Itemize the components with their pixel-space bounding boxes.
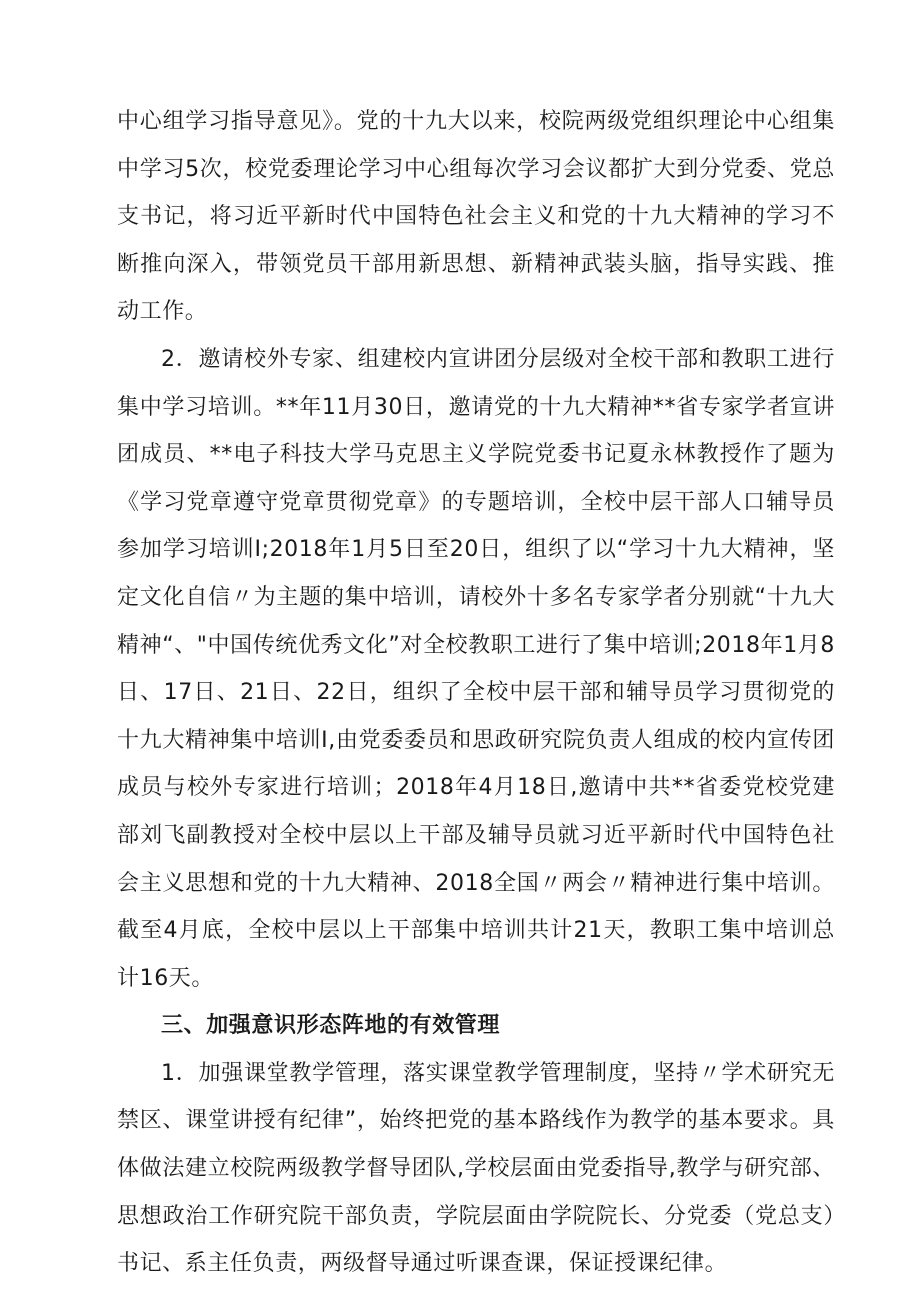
document-body [117, 98, 835, 1288]
paragraph-continuation: 中心组学习指导意见》。党的十九大以来，校院两级党组织理论中心组集中学习5次，校党委理论学习中心组每次学习会议都扩大到分党委、党总支书记，将习近平新时代中国特色社会主义和党的十九大精神的学习不断推向深入，带领党员干部用新思想、新精神武装头脑，指导实践、推动工作。 [117, 109, 835, 325]
paragraph-item-1: 1．加强课堂教学管理，落实课堂教学管理制度，坚持〃学术研究无禁区、课堂讲授有纪律”，始终把党的基本路线作为教学的基本要求。具体做法建立校院两级教学督导团队,学校层面由党委指导,教学与研究部、思想政治工作研究院干部负责，学院层面由学院院长、分党委（党总支）书记、系主任负责，两级督导通过听课查课，保证授课纪律。 [117, 1060, 835, 1277]
paragraph-item-2: 2．邀请校外专家、组建校内宣讲团分层级对全校干部和教职工进行集中学习培训。**年11月30日，邀请党的十九大精神**省专家学者宣讲团成员、**电子科技大学马克思主义学院党委书记夏永林教授作了题为《学习党章遵守党章贯彻党章》的专题培训，全校中层干部人口辅导员参加学习培训I;2018年1月5日至20日，组织了以“学习十九大精神，坚定文化自信〃为主题的集中培训，请校外十多名专家学者分别就“十九大精神“、"中国传统优秀文化”对全校教职工进行了集中培训;2018年1月8日、17日、21日、22日，组织了全校中层干部和辅导员学习贯彻党的十九大精神集中培训I,由党委委员和思政研究院负责人组成的校内宣传团成员与校外专家进行培训；2018年4月18日,邀请中共**省委党校党建部刘飞副教授对全校中层以上干部及辅导员就习近平新时代中国特色社会主义思想和党的十九大精神、2018全国〃两会〃精神进行集中培训。截至4月底，全校中层以上干部集中培训共计21天，教职工集中培训总计16天。 [117, 346, 835, 991]
section-heading-3: 三、加强意识形态阵地的有效管理 [161, 1013, 501, 1039]
